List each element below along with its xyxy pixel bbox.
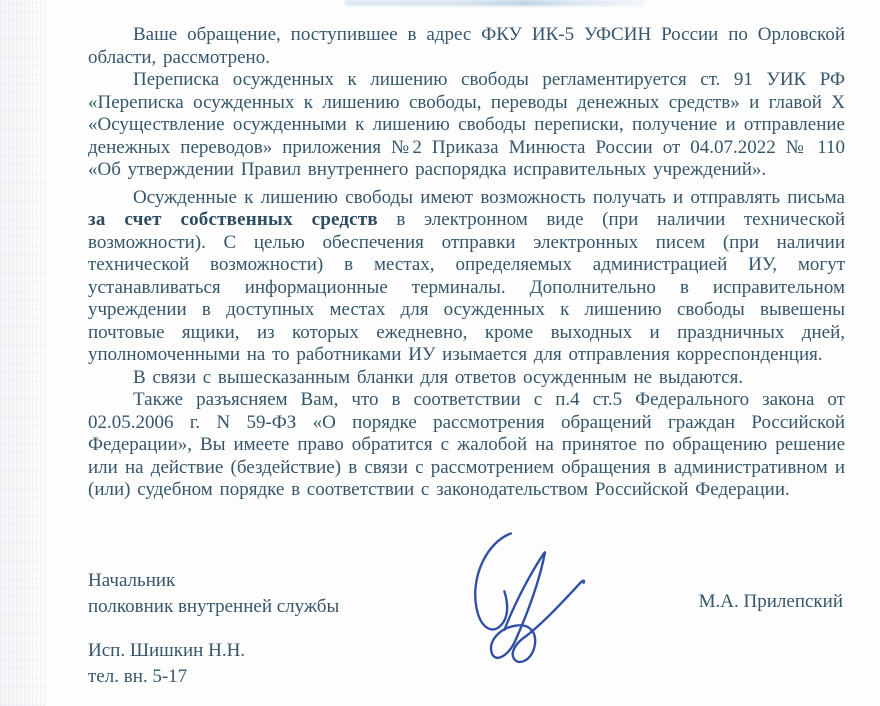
signer-name: М.А. Прилепский xyxy=(698,591,843,612)
handwritten-signature xyxy=(438,527,588,677)
signer-position-line1: Начальник xyxy=(88,570,176,591)
scan-artifact-left-edge xyxy=(0,0,46,706)
executor-phone: тел. вн. 5-17 xyxy=(88,666,188,687)
paragraph-appeal-rights: Также разъясняем Вам, что в соответствии с п.4 ст.5 Федерального закона от 02.05.2006 г. N 59-ФЗ «О порядке рассмотрения обращений граждан Российской Федерации», Вы имеете право обратится с жалобой на принятое по обращению решение или на действие (бездействие) в связи с рассмотрением обращения в административном и (или) судебном порядке в соответствии с законодательством Российской Федерации. xyxy=(88,389,845,500)
paragraph-sending-letters-post: в электронном виде (при наличии технической возможности). С целью обеспечения отправки электронных писем (при наличии технической возможности) в местах, определяемых администрацией ИУ, могут устанавливаться информационные терминалы. Дополнительно в исправительном учреждении в доступных местах для осужденных к лишению свободы вывешены почтовые ящики, из которых ежедневно, кроме выходных и праздничных дней, уполномоченными на то работниками ИУ изымается для отправления корреспонденция. xyxy=(88,209,846,365)
signer-position-line2: полковник внутренней службы xyxy=(88,596,340,617)
cropped-text-remnant xyxy=(345,0,645,6)
bold-own-funds-phrase: за счет собственных средств xyxy=(88,209,378,230)
letter-body xyxy=(88,24,845,502)
signature-block xyxy=(88,525,845,706)
paragraph-correspondence-regulation: Переписка осужденных к лишению свободы регламентируется ст. 91 УИК РФ «Переписка осужденных к лишению свободы, переводы денежных средств» и главой X «Осуществление осужденными к лишению свободы переписки, получение и отправление денежных переводов» приложения №2 Приказа Минюста России от 04.07.2022 № 110 «Об утверждении Правил внутреннего распорядка исправительных учреждений». xyxy=(88,69,845,180)
paragraph-intro: Ваше обращение, поступившее в адрес ФКУ ИК-5 УФСИН России по Орловской области, рассмотрено. xyxy=(88,24,845,68)
paragraph-no-blanks: В связи с вышесказанным бланки для ответов осужденным не выдаются. xyxy=(133,366,744,388)
paragraph-sending-letters xyxy=(88,187,845,367)
executor-name: Исп. Шишкин Н.Н. xyxy=(88,640,246,661)
paragraph-sending-letters-pre: Осужденные к лишению свободы имеют возможность получать и отправлять письма xyxy=(133,186,845,208)
